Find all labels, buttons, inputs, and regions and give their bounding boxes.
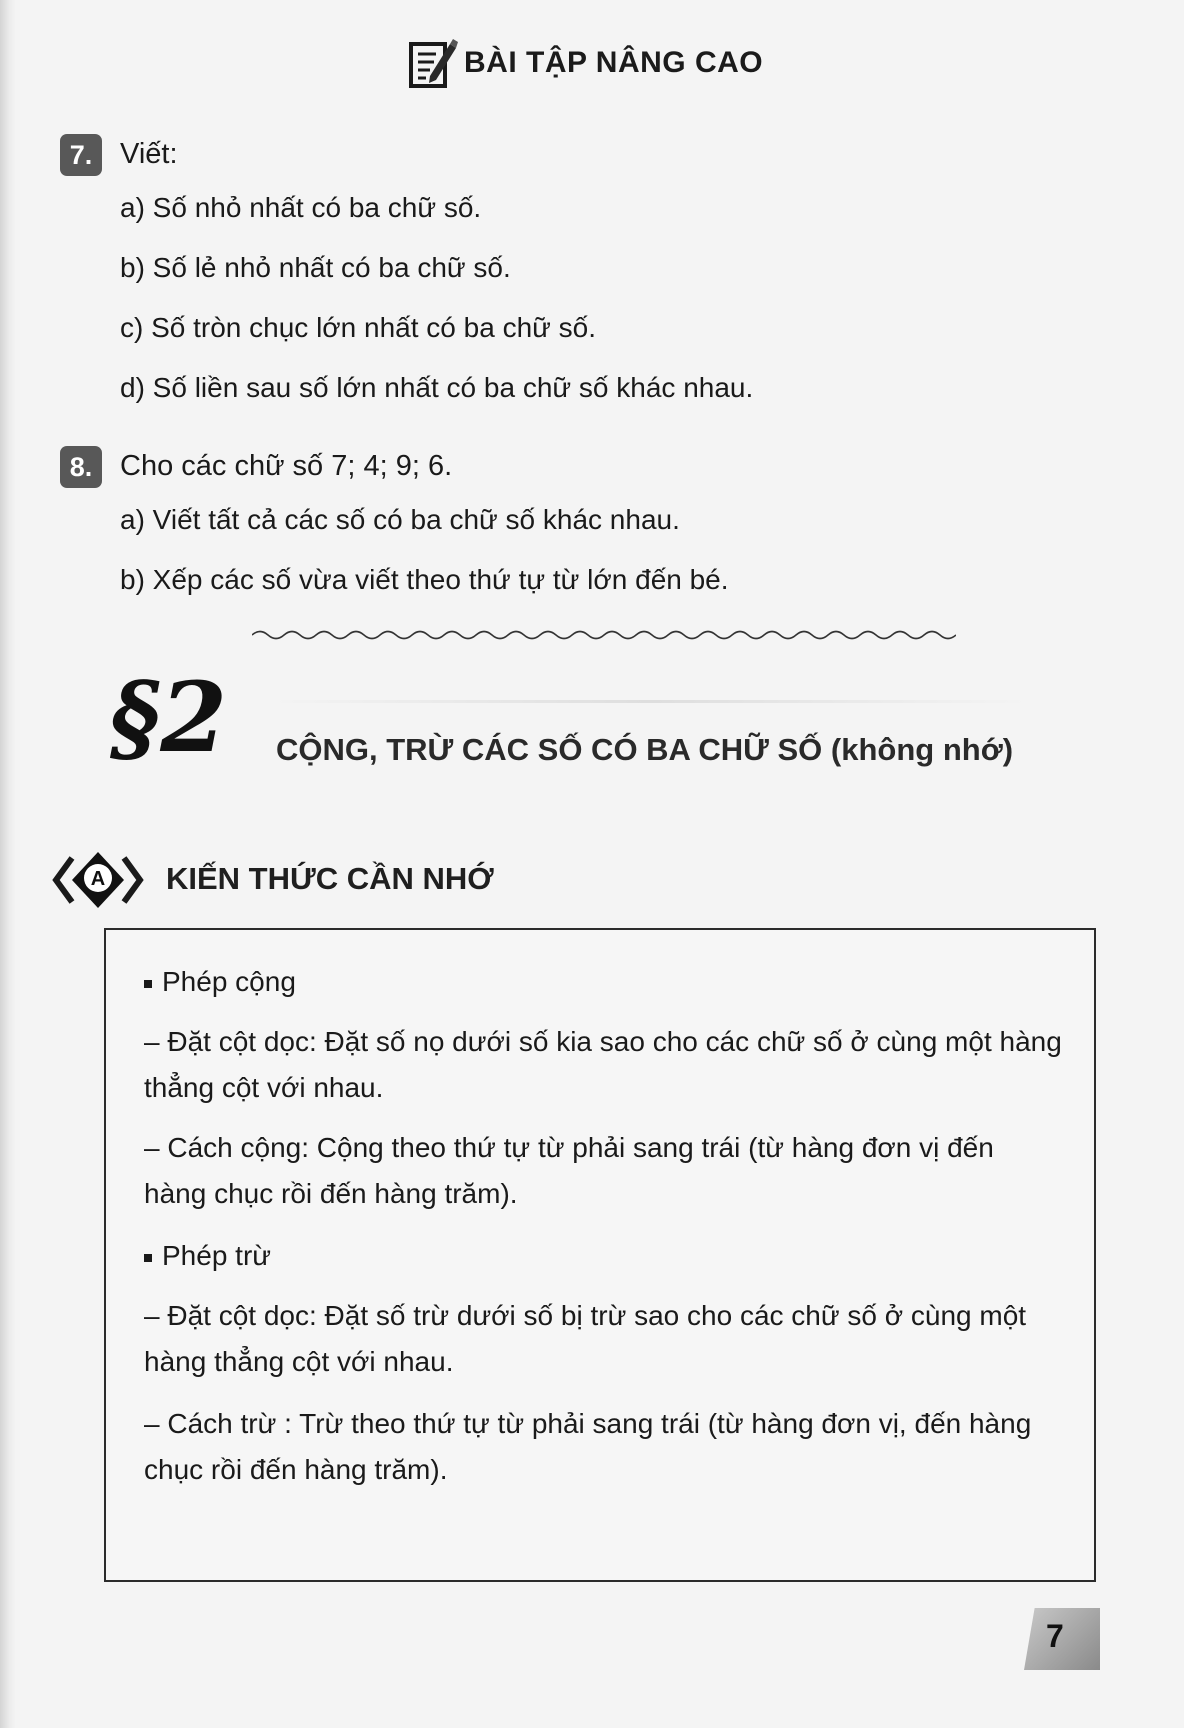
part-a-badge-letter: A xyxy=(90,868,106,890)
wavy-divider xyxy=(252,628,956,642)
page-binding-edge xyxy=(0,0,16,1728)
exercise-item: d) Số liền sau số lớn nhất có ba chữ số khác nhau. xyxy=(120,372,754,403)
exercise-item: b) Số lẻ nhỏ nhất có ba chữ số. xyxy=(120,252,511,283)
knowledge-heading-addition: Phép cộng xyxy=(144,966,296,998)
exercise-number-badge: 8. xyxy=(60,446,102,488)
page-number: 7 xyxy=(1046,1618,1064,1654)
knowledge-line: – Cách cộng: Cộng theo thứ tự từ phải sang trái (từ hàng đơn vị đến xyxy=(144,1132,994,1163)
knowledge-line: thẳng cột với nhau. xyxy=(144,1072,384,1103)
exercise-item: a) Viết tất cả các số có ba chữ số khác nhau. xyxy=(120,504,680,535)
exercise-item: a) Số nhỏ nhất có ba chữ số. xyxy=(120,192,482,223)
section-title: CỘNG, TRỪ CÁC SỐ CÓ BA CHỮ SỐ (không nhớ) xyxy=(276,732,1014,767)
section-number: §2 xyxy=(110,661,227,774)
pencil-notepad-icon xyxy=(408,36,458,90)
part-a-badge-icon xyxy=(52,850,144,910)
exercise-prompt: Viết: xyxy=(120,138,178,170)
knowledge-line: – Cách trừ : Trừ theo thứ tự từ phải sang trái (từ hàng đơn vị, đến hàng xyxy=(144,1408,1032,1439)
knowledge-line: – Đặt cột dọc: Đặt số nọ dưới số kia sao cho các chữ số ở cùng một hàng xyxy=(144,1026,1062,1057)
knowledge-line: hàng thẳng cột với nhau. xyxy=(144,1346,454,1377)
knowledge-line: chục rồi đến hàng trăm). xyxy=(144,1454,448,1485)
section-header xyxy=(408,36,763,90)
part-a-title: KIẾN THỨC CẦN NHỚ xyxy=(166,861,494,896)
header-title: BÀI TẬP NÂNG CAO xyxy=(464,46,764,79)
exercise-item: b) Xếp các số vừa viết theo thứ tự từ lớn đến bé. xyxy=(120,564,729,595)
exercise-number-badge: 7. xyxy=(60,134,102,176)
exercise-prompt: Cho các chữ số 7; 4; 9; 6. xyxy=(120,450,453,482)
knowledge-line: – Đặt cột dọc: Đặt số trừ dưới số bị trừ sao cho các chữ số ở cùng một xyxy=(144,1300,1027,1331)
knowledge-box xyxy=(104,928,1096,1582)
knowledge-line: hàng chục rồi đến hàng trăm). xyxy=(144,1178,518,1209)
exercise-item: c) Số tròn chục lớn nhất có ba chữ số. xyxy=(120,312,597,343)
knowledge-heading-subtraction: Phép trừ xyxy=(144,1240,271,1272)
section-heading-rule xyxy=(270,700,1030,703)
